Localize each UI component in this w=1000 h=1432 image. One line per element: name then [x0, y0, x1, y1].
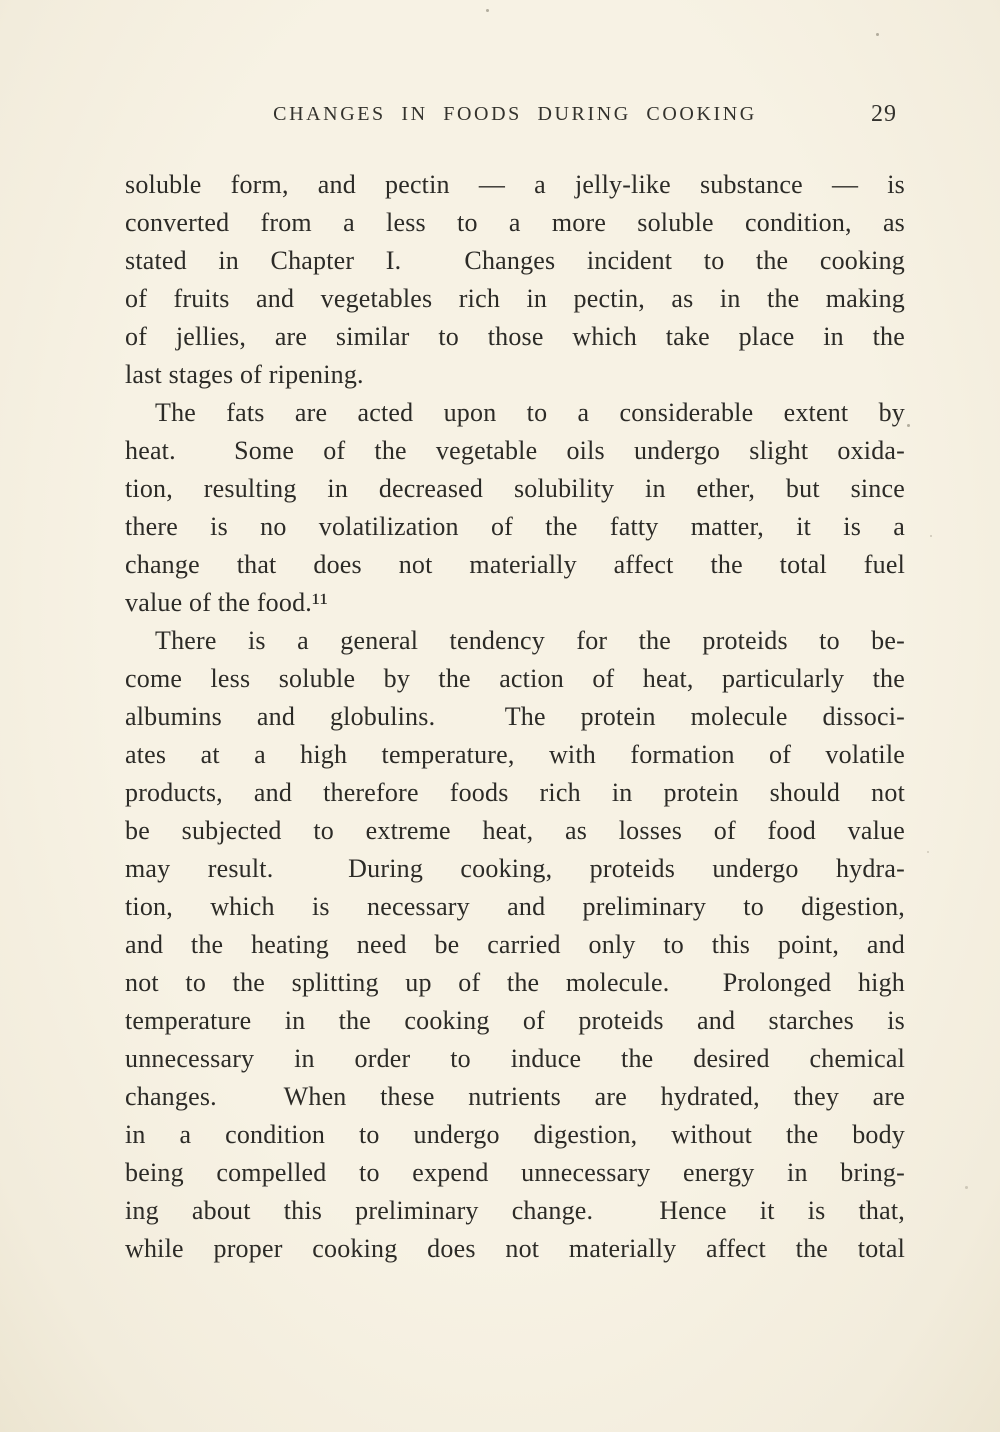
- text-line: in a condition to undergo digestion, without the body: [125, 1120, 905, 1149]
- text-line: ates at a high temperature, with formation of volatile: [125, 740, 905, 769]
- text-line: of jellies, are similar to those which take place in the: [125, 322, 905, 351]
- header-title: CHANGES IN FOODS DURING COOKING: [273, 103, 757, 125]
- text-line: change that does not materially affect the total fuel: [125, 550, 905, 579]
- text-line: changes. When these nutrients are hydrated, they are: [125, 1082, 905, 1111]
- page-number: 29: [871, 101, 897, 127]
- text-line: being compelled to expend unnecessary energy in bring-: [125, 1158, 905, 1187]
- scan-speck: [965, 1186, 968, 1189]
- text-line: There is a general tendency for the proteids to be-: [155, 626, 905, 655]
- text-line: products, and therefore foods rich in protein should not: [125, 778, 905, 807]
- scan-speck: [927, 851, 929, 853]
- text-line: may result. During cooking, proteids undergo hydra-: [125, 854, 905, 883]
- text-line: albumins and globulins. The protein molecule dissoci-: [125, 702, 905, 731]
- text-line: converted from a less to a more soluble condition, as: [125, 208, 905, 237]
- text-line: be subjected to extreme heat, as losses of food value: [125, 816, 905, 845]
- text-line: and the heating need be carried only to this point, and: [125, 930, 905, 959]
- text-line: temperature in the cooking of proteids and starches is: [125, 1006, 905, 1035]
- text-line: last stages of ripening.: [125, 360, 364, 389]
- text-line: tion, which is necessary and preliminary to digestion,: [125, 892, 905, 921]
- scan-speck: [907, 424, 910, 427]
- scan-speck: [930, 535, 932, 537]
- text-line: there is no volatilization of the fatty matter, it is a: [125, 512, 905, 541]
- scan-speck: [876, 33, 879, 36]
- text-line: while proper cooking does not materially affect the total: [125, 1234, 905, 1263]
- scan-speck: [486, 9, 489, 12]
- text-line: tion, resulting in decreased solubility in ether, but since: [125, 474, 905, 503]
- text-line: The fats are acted upon to a considerable extent by: [155, 398, 905, 427]
- text-line: come less soluble by the action of heat, particularly the: [125, 664, 905, 693]
- text-line: of fruits and vegetables rich in pectin, as in the making: [125, 284, 905, 313]
- running-header: [125, 103, 905, 133]
- page-body: [125, 166, 905, 1268]
- text-line: stated in Chapter I. Changes incident to the cooking: [125, 246, 905, 275]
- text-line: heat. Some of the vegetable oils undergo slight oxida-: [125, 436, 905, 465]
- text-line: not to the splitting up of the molecule. Prolonged high: [125, 968, 905, 997]
- text-line: soluble form, and pectin — a jelly-like substance — is: [125, 170, 905, 199]
- text-line: ing about this preliminary change. Hence it is that,: [125, 1196, 905, 1225]
- text-line: value of the food.¹¹: [125, 588, 328, 617]
- text-line: unnecessary in order to induce the desired chemical: [125, 1044, 905, 1073]
